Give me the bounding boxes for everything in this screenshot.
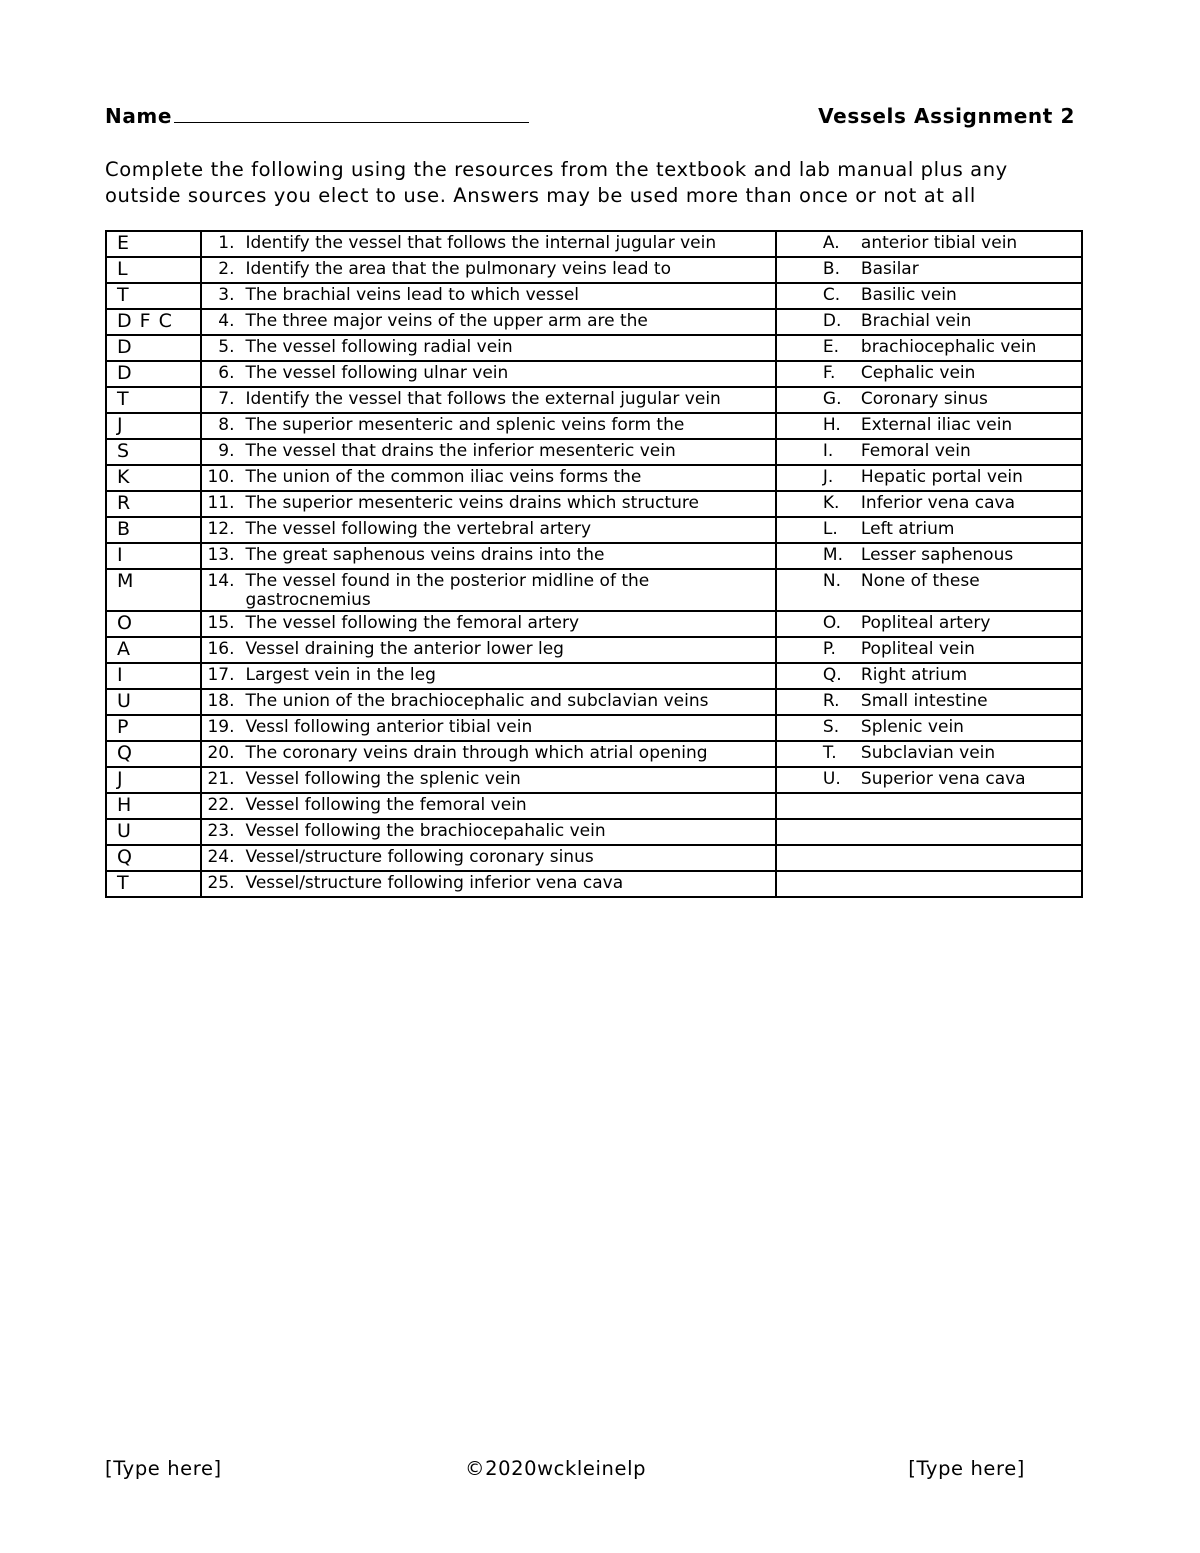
question-text: Vessel following the brachiocepahalic vein xyxy=(245,821,606,841)
choice-text: Subclavian vein xyxy=(860,743,996,763)
question-cell xyxy=(201,611,776,637)
choice-text: Splenic vein xyxy=(860,717,964,737)
choice-text: Popliteal artery xyxy=(860,613,991,633)
table-row xyxy=(106,793,1082,819)
answer-cell[interactable]: B xyxy=(106,517,201,543)
question-number: 14. xyxy=(207,571,235,591)
question-number: 19. xyxy=(207,717,235,737)
answer-cell[interactable]: J xyxy=(106,767,201,793)
question-cell xyxy=(201,793,776,819)
question-number: 5. xyxy=(218,337,235,357)
answer-cell[interactable]: T xyxy=(106,871,201,897)
choice-text: Basilic vein xyxy=(860,285,957,305)
table-row xyxy=(106,845,1082,871)
table-row xyxy=(106,361,1082,387)
table-row xyxy=(106,439,1082,465)
question-text: Largest vein in the leg xyxy=(245,665,436,685)
question-cell xyxy=(201,871,776,897)
matching-table xyxy=(105,230,1083,898)
choice-letter: D. xyxy=(822,311,842,331)
question-cell xyxy=(201,335,776,361)
choice-text: External iliac vein xyxy=(860,415,1013,435)
question-text: The great saphenous veins drains into the xyxy=(245,545,605,565)
choice-text: Femoral vein xyxy=(860,441,971,461)
question-number: 6. xyxy=(218,363,235,383)
question-text: Identify the vessel that follows the external jugular vein xyxy=(245,389,721,409)
table-row xyxy=(106,819,1082,845)
question-cell xyxy=(201,689,776,715)
choice-letter: R. xyxy=(822,691,840,711)
question-cell xyxy=(201,569,776,611)
question-number: 18. xyxy=(207,691,235,711)
question-number: 23. xyxy=(207,821,235,841)
choice-letter: C. xyxy=(822,285,841,305)
choice-text: Basilar xyxy=(860,259,919,279)
question-number: 15. xyxy=(207,613,235,633)
table-row xyxy=(106,335,1082,361)
table-row xyxy=(106,611,1082,637)
answer-cell[interactable]: Q xyxy=(106,741,201,767)
question-cell xyxy=(201,439,776,465)
choice-text: Lesser saphenous xyxy=(860,545,1014,565)
table-row xyxy=(106,491,1082,517)
choice-cell xyxy=(776,309,1082,335)
choice-cell xyxy=(776,663,1082,689)
question-number: 4. xyxy=(218,311,235,331)
question-text: The vessel following ulnar vein xyxy=(245,363,509,383)
question-number: 16. xyxy=(207,639,235,659)
choice-cell xyxy=(776,361,1082,387)
choice-letter: U. xyxy=(822,769,841,789)
choice-text: Left atrium xyxy=(860,519,955,539)
choice-cell xyxy=(776,257,1082,283)
table-row xyxy=(106,543,1082,569)
choice-letter: I. xyxy=(822,441,834,461)
question-cell xyxy=(201,387,776,413)
choice-letter: T. xyxy=(822,743,837,763)
choice-cell xyxy=(776,793,1082,819)
table-row xyxy=(106,663,1082,689)
answer-cell[interactable]: I xyxy=(106,663,201,689)
table-row xyxy=(106,465,1082,491)
question-number: 2. xyxy=(218,259,235,279)
question-text: The superior mesenteric and splenic veins form the xyxy=(245,415,685,435)
table-row xyxy=(106,517,1082,543)
question-text: Vessl following anterior tibial vein xyxy=(245,717,533,737)
choice-letter: N. xyxy=(822,571,842,591)
question-number: 3. xyxy=(218,285,235,305)
question-number: 22. xyxy=(207,795,235,815)
choice-cell xyxy=(776,231,1082,257)
choice-letter: G. xyxy=(822,389,842,409)
table-row xyxy=(106,231,1082,257)
answer-cell[interactable]: D xyxy=(106,335,201,361)
answer-cell[interactable]: S xyxy=(106,439,201,465)
choice-letter: A. xyxy=(822,233,840,253)
choice-letter: H. xyxy=(822,415,841,435)
choice-letter: B. xyxy=(822,259,840,279)
question-text: The vessel following the vertebral artery xyxy=(245,519,592,539)
table-row xyxy=(106,715,1082,741)
question-number: 1. xyxy=(218,233,235,253)
question-text: Identify the area that the pulmonary veins lead to xyxy=(245,259,671,279)
question-cell xyxy=(201,845,776,871)
answer-cell[interactable]: T xyxy=(106,283,201,309)
instructions: Complete the following using the resources from the textbook and lab manual plus any outside sources you elect to use. Answers may be used more than once or not at all xyxy=(105,158,1008,207)
choice-cell xyxy=(776,715,1082,741)
choice-cell xyxy=(776,637,1082,663)
question-number: 7. xyxy=(218,389,235,409)
question-text: The union of the common iliac veins forms the xyxy=(245,467,642,487)
question-number: 21. xyxy=(207,769,235,789)
question-cell xyxy=(201,413,776,439)
question-cell xyxy=(201,819,776,845)
answer-cell[interactable]: M xyxy=(106,569,201,611)
question-number: 20. xyxy=(207,743,235,763)
question-text: Vessel/structure following coronary sinus xyxy=(245,847,594,867)
choice-cell xyxy=(776,543,1082,569)
answer-cell[interactable]: P xyxy=(106,715,201,741)
choice-cell xyxy=(776,517,1082,543)
table-row xyxy=(106,741,1082,767)
answer-cell[interactable]: Q xyxy=(106,845,201,871)
question-number: 13. xyxy=(207,545,235,565)
choice-text: Right atrium xyxy=(860,665,968,685)
question-text: Vessel/structure following inferior vena cava xyxy=(245,873,624,893)
table-row xyxy=(106,767,1082,793)
answer-cell[interactable]: E xyxy=(106,231,201,257)
choice-letter: O. xyxy=(822,613,842,633)
question-text: The brachial veins lead to which vessel xyxy=(245,285,580,305)
question-text: The vessel following the femoral artery xyxy=(245,613,580,633)
answer-cell[interactable]: J xyxy=(106,413,201,439)
choice-letter: M. xyxy=(822,545,843,565)
question-number: 25. xyxy=(207,873,235,893)
footer-copyright: ©2020wckleinelp xyxy=(465,1457,647,1480)
choice-cell xyxy=(776,569,1082,611)
question-number: 17. xyxy=(207,665,235,685)
choice-letter: F. xyxy=(822,363,836,383)
choice-cell xyxy=(776,689,1082,715)
assignment-title: Vessels Assignment 2 xyxy=(818,104,1075,128)
question-cell xyxy=(201,715,776,741)
answer-cell[interactable]: R xyxy=(106,491,201,517)
choice-letter: K. xyxy=(822,493,840,513)
name-blank-line[interactable] xyxy=(174,106,529,123)
name-label: Name xyxy=(105,104,173,128)
choice-cell xyxy=(776,439,1082,465)
question-cell xyxy=(201,637,776,663)
answer-cell[interactable]: L xyxy=(106,257,201,283)
question-text: Vessel following the femoral vein xyxy=(245,795,527,815)
choice-cell xyxy=(776,871,1082,897)
name-field[interactable] xyxy=(105,104,529,128)
question-number: 9. xyxy=(218,441,235,461)
question-text: Vessel draining the anterior lower leg xyxy=(245,639,564,659)
table-row xyxy=(106,413,1082,439)
answer-cell[interactable]: U xyxy=(106,819,201,845)
choice-text: Popliteal vein xyxy=(860,639,975,659)
answer-cell[interactable]: D xyxy=(106,361,201,387)
table-row xyxy=(106,309,1082,335)
question-text: The three major veins of the upper arm are the xyxy=(245,311,648,331)
choice-cell xyxy=(776,413,1082,439)
footer xyxy=(105,1457,1025,1487)
footer-right: [Type here] xyxy=(908,1457,1025,1480)
choice-letter: E. xyxy=(822,337,840,357)
question-cell xyxy=(201,283,776,309)
question-text: Vessel following the splenic vein xyxy=(245,769,521,789)
question-text: The coronary veins drain through which atrial opening xyxy=(245,743,708,763)
question-text: The vessel following radial vein xyxy=(245,337,513,357)
choice-cell xyxy=(776,465,1082,491)
header xyxy=(105,104,1075,134)
table-row xyxy=(106,257,1082,283)
choice-text: Cephalic vein xyxy=(860,363,976,383)
choice-letter: J. xyxy=(822,467,834,487)
choice-cell xyxy=(776,387,1082,413)
answer-cell[interactable]: T xyxy=(106,387,201,413)
answer-cell[interactable]: A xyxy=(106,637,201,663)
answer-cell[interactable]: I xyxy=(106,543,201,569)
question-number: 10. xyxy=(207,467,235,487)
choice-cell xyxy=(776,741,1082,767)
choice-text: None of these xyxy=(860,571,980,591)
choice-letter: Q. xyxy=(822,665,842,685)
question-number: 11. xyxy=(207,493,235,513)
answer-cell[interactable]: K xyxy=(106,465,201,491)
table-row xyxy=(106,871,1082,897)
question-cell xyxy=(201,767,776,793)
choice-text: Inferior vena cava xyxy=(860,493,1016,513)
choice-text: brachiocephalic vein xyxy=(860,337,1037,357)
footer-left: [Type here] xyxy=(105,1457,222,1480)
choice-text: anterior tibial vein xyxy=(860,233,1018,253)
question-cell xyxy=(201,361,776,387)
answer-cell[interactable]: U xyxy=(106,689,201,715)
answer-cell[interactable]: H xyxy=(106,793,201,819)
choice-cell xyxy=(776,491,1082,517)
question-number: 12. xyxy=(207,519,235,539)
choice-cell xyxy=(776,283,1082,309)
choice-letter: S. xyxy=(822,717,840,737)
choice-text: Small intestine xyxy=(860,691,988,711)
question-number: 8. xyxy=(218,415,235,435)
question-number: 24. xyxy=(207,847,235,867)
table-row xyxy=(106,283,1082,309)
question-cell xyxy=(201,231,776,257)
question-text: Identify the vessel that follows the internal jugular vein xyxy=(245,233,717,253)
question-cell xyxy=(201,465,776,491)
choice-text: Hepatic portal vein xyxy=(860,467,1023,487)
table-body xyxy=(106,231,1082,897)
question-cell xyxy=(201,663,776,689)
choice-cell xyxy=(776,819,1082,845)
table-row xyxy=(106,637,1082,663)
table-row xyxy=(106,569,1082,611)
answer-cell[interactable]: D F C xyxy=(106,309,201,335)
question-text: The superior mesenteric veins drains which structure xyxy=(245,493,699,513)
question-cell xyxy=(201,741,776,767)
question-cell xyxy=(201,491,776,517)
question-text: The union of the brachiocephalic and subclavian veins xyxy=(245,691,709,711)
table-row xyxy=(106,689,1082,715)
question-cell xyxy=(201,543,776,569)
choice-letter: P. xyxy=(822,639,836,659)
choice-cell xyxy=(776,611,1082,637)
question-cell xyxy=(201,257,776,283)
choice-cell xyxy=(776,767,1082,793)
choice-text: Coronary sinus xyxy=(860,389,988,409)
question-cell xyxy=(201,309,776,335)
table-row xyxy=(106,387,1082,413)
question-text: The vessel found in the posterior midline of the gastrocnemius xyxy=(245,571,650,610)
choice-cell xyxy=(776,335,1082,361)
question-text: The vessel that drains the inferior mesenteric vein xyxy=(245,441,676,461)
choice-text: Superior vena cava xyxy=(860,769,1026,789)
choice-text: Brachial vein xyxy=(860,311,972,331)
choice-cell xyxy=(776,845,1082,871)
choice-letter: L. xyxy=(822,519,838,539)
question-cell xyxy=(201,517,776,543)
answer-cell[interactable]: O xyxy=(106,611,201,637)
